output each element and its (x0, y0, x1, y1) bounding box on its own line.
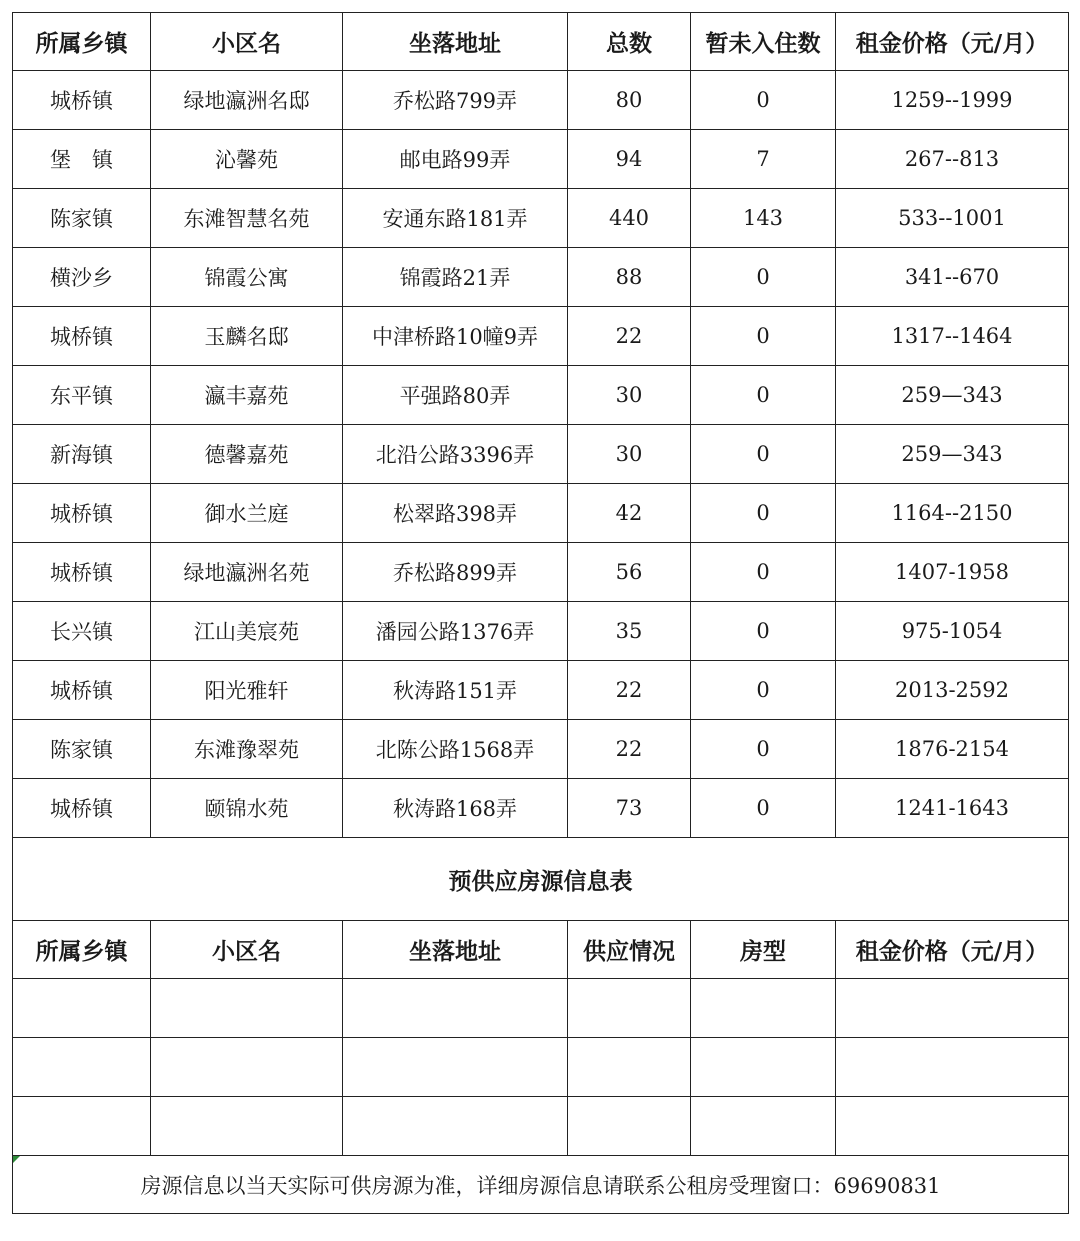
table2-title-row (13, 838, 1069, 921)
empty-cell (568, 1097, 691, 1156)
cell-community: 绿地瀛洲名邸 (151, 71, 343, 130)
header-cell-address: 坐落地址 (343, 921, 568, 979)
table-row (13, 661, 1069, 720)
header-cell-supply-status: 供应情况 (568, 921, 691, 979)
empty-cell (691, 1097, 836, 1156)
table-row (13, 425, 1069, 484)
header-cell-col4: 总数 (568, 13, 691, 71)
empty-cell (836, 1038, 1069, 1097)
cell-town: 横沙乡 (13, 248, 151, 307)
housing-table (12, 12, 1069, 1214)
header-cell-community: 小区名 (151, 13, 343, 71)
cell-col4: 88 (568, 248, 691, 307)
cell-address: 秋涛路151弄 (343, 661, 568, 720)
cell-town: 城桥镇 (13, 779, 151, 838)
cell-community: 瀛丰嘉苑 (151, 366, 343, 425)
empty-cell (691, 979, 836, 1038)
header-cell-town: 所属乡镇 (13, 921, 151, 979)
header-cell-community: 小区名 (151, 921, 343, 979)
cell-community: 东滩豫翠苑 (151, 720, 343, 779)
cell-community: 沁馨苑 (151, 130, 343, 189)
cell-rent: 533--1001 (836, 189, 1069, 248)
cell-town: 陈家镇 (13, 720, 151, 779)
cell-rent: 1241-1643 (836, 779, 1069, 838)
cell-col5: 0 (691, 543, 836, 602)
cell-community: 颐锦水苑 (151, 779, 343, 838)
empty-cell (343, 1038, 568, 1097)
header-cell-address: 坐落地址 (343, 13, 568, 71)
empty-cell (13, 1097, 151, 1156)
cell-rent: 259—343 (836, 366, 1069, 425)
cell-town: 陈家镇 (13, 189, 151, 248)
cell-col4: 22 (568, 720, 691, 779)
cell-address: 乔松路899弄 (343, 543, 568, 602)
cell-town: 堡 镇 (13, 130, 151, 189)
empty-cell (13, 1038, 151, 1097)
cell-rent: 259—343 (836, 425, 1069, 484)
cell-col5: 143 (691, 189, 836, 248)
cell-address: 潘园公路1376弄 (343, 602, 568, 661)
cell-community: 玉麟名邸 (151, 307, 343, 366)
cell-town: 城桥镇 (13, 543, 151, 602)
header-cell-rent: 租金价格（元/月） (836, 13, 1069, 71)
cell-col4: 22 (568, 661, 691, 720)
table-row (13, 130, 1069, 189)
table-row (13, 248, 1069, 307)
cell-col5: 7 (691, 130, 836, 189)
cell-col4: 94 (568, 130, 691, 189)
table-row (13, 720, 1069, 779)
cell-col5: 0 (691, 720, 836, 779)
empty-row (13, 1038, 1069, 1097)
cell-rent: 2013-2592 (836, 661, 1069, 720)
header-cell-col5: 暂未入住数 (691, 13, 836, 71)
empty-cell (568, 1038, 691, 1097)
cell-col4: 35 (568, 602, 691, 661)
empty-row (13, 979, 1069, 1038)
cell-community: 阳光雅轩 (151, 661, 343, 720)
table1-header-row (13, 13, 1069, 71)
cell-rent: 975-1054 (836, 602, 1069, 661)
cell-rent: 267--813 (836, 130, 1069, 189)
empty-cell (691, 1038, 836, 1097)
table-row (13, 779, 1069, 838)
cell-community: 绿地瀛洲名苑 (151, 543, 343, 602)
cell-col5: 0 (691, 366, 836, 425)
cell-address: 平强路80弄 (343, 366, 568, 425)
cell-town: 城桥镇 (13, 71, 151, 130)
corner-marker-icon (13, 1156, 20, 1163)
header-cell-rent: 租金价格（元/月） (836, 921, 1069, 979)
empty-cell (13, 979, 151, 1038)
header-cell-unit-type: 房型 (691, 921, 836, 979)
cell-col4: 56 (568, 543, 691, 602)
cell-community: 东滩智慧名苑 (151, 189, 343, 248)
cell-col5: 0 (691, 484, 836, 543)
cell-col4: 22 (568, 307, 691, 366)
cell-town: 城桥镇 (13, 307, 151, 366)
cell-address: 松翠路398弄 (343, 484, 568, 543)
cell-rent: 1164--2150 (836, 484, 1069, 543)
cell-address: 邮电路99弄 (343, 130, 568, 189)
cell-town: 城桥镇 (13, 661, 151, 720)
table-row (13, 189, 1069, 248)
cell-col4: 80 (568, 71, 691, 130)
footer-note-cell (13, 1156, 1069, 1214)
cell-col4: 73 (568, 779, 691, 838)
cell-col5: 0 (691, 661, 836, 720)
cell-community: 德馨嘉苑 (151, 425, 343, 484)
cell-community: 江山美宸苑 (151, 602, 343, 661)
header-cell-town: 所属乡镇 (13, 13, 151, 71)
empty-cell (836, 979, 1069, 1038)
cell-rent: 1876-2154 (836, 720, 1069, 779)
footer-note: 房源信息以当天实际可供房源为准，详细房源信息请联系公租房受理窗口：69690831 (140, 1173, 941, 1198)
empty-cell (836, 1097, 1069, 1156)
cell-community: 御水兰庭 (151, 484, 343, 543)
cell-col4: 30 (568, 425, 691, 484)
cell-col5: 0 (691, 602, 836, 661)
cell-address: 中津桥路10幢9弄 (343, 307, 568, 366)
cell-rent: 1259--1999 (836, 71, 1069, 130)
cell-rent: 1407-1958 (836, 543, 1069, 602)
empty-cell (151, 979, 343, 1038)
cell-community: 锦霞公寓 (151, 248, 343, 307)
cell-rent: 341--670 (836, 248, 1069, 307)
cell-town: 长兴镇 (13, 602, 151, 661)
cell-town: 城桥镇 (13, 484, 151, 543)
empty-cell (151, 1097, 343, 1156)
empty-row (13, 1097, 1069, 1156)
empty-cell (343, 979, 568, 1038)
cell-col4: 42 (568, 484, 691, 543)
table-row (13, 484, 1069, 543)
cell-col5: 0 (691, 425, 836, 484)
cell-col5: 0 (691, 71, 836, 130)
table-row (13, 307, 1069, 366)
cell-col4: 30 (568, 366, 691, 425)
cell-address: 北陈公路1568弄 (343, 720, 568, 779)
table-row (13, 602, 1069, 661)
cell-col5: 0 (691, 248, 836, 307)
cell-address: 北沿公路3396弄 (343, 425, 568, 484)
table-row (13, 71, 1069, 130)
empty-cell (343, 1097, 568, 1156)
table2-title: 预供应房源信息表 (13, 838, 1069, 921)
cell-address: 锦霞路21弄 (343, 248, 568, 307)
cell-col4: 440 (568, 189, 691, 248)
cell-col5: 0 (691, 307, 836, 366)
table2-header-row (13, 921, 1069, 979)
cell-rent: 1317--1464 (836, 307, 1069, 366)
cell-address: 乔松路799弄 (343, 71, 568, 130)
cell-col5: 0 (691, 779, 836, 838)
cell-town: 东平镇 (13, 366, 151, 425)
table-row (13, 366, 1069, 425)
cell-address: 安通东路181弄 (343, 189, 568, 248)
empty-cell (568, 979, 691, 1038)
table-row (13, 543, 1069, 602)
cell-address: 秋涛路168弄 (343, 779, 568, 838)
footer-row (13, 1156, 1069, 1214)
empty-cell (151, 1038, 343, 1097)
cell-town: 新海镇 (13, 425, 151, 484)
